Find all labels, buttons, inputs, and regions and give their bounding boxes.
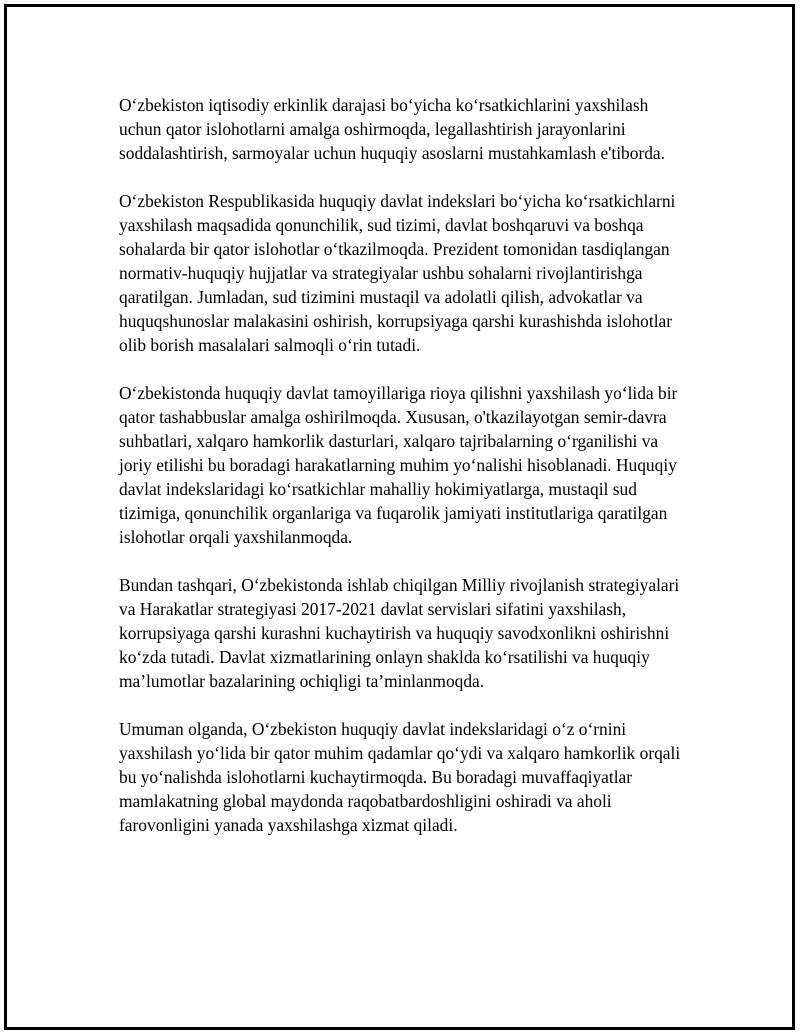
paragraph-4: Bundan tashqari, O‘zbekistonda ishlab chiqilgan Milliy rivojlanish strategiyalari va Harakatlar strategiyasi 2017-2021 davlat servislari sifatini yaxshilash, korrupsiyaga qarshi kurashni kuchaytirish va huquqiy savodxonlikni oshirishni ko‘zda tutadi. Davlat xizmatlarining onlayn shaklda ko‘rsatilishi va huquqiy ma’lumotlar bazalarining ochiqligi ta’minlanmoqda. <box>119 575 680 691</box>
paragraph-5: Umuman olganda, O‘zbekiston huquqiy davlat indekslaridagi o‘z o‘rnini yaxshilash yo‘lida bir qator muhim qadamlar qo‘ydi va xalqaro hamkorlik orqali bu yo‘nalishda islohotlarni kuchaytirmoqda. Bu boradagi muvaffaqiyatlar mamlakatning global maydonda raqobatbardoshligini oshiradi va aholi farovonligini yanada yaxshilashga xizmat qiladi. <box>119 719 681 835</box>
document-body <box>119 93 689 861</box>
paragraph-2: O‘zbekiston Respublikasida huquqiy davlat indekslari bo‘yicha ko‘rsatkichlarni yaxshilash maqsadida qonunchilik, sud tizimi, davlat boshqaruvi va boshqa sohalarda bir qator islohotlar o‘tkazilmoqda. Prezident tomonidan tasdiqlangan normativ-huquqiy hujjatlar va strategiyalar ushbu sohalarni rivojlantirishga qaratilgan. Jumladan, sud tizimini mustaqil va adolatli qilish, advokatlar va huquqshunoslar malakasini oshirish, korrupsiyaga qarshi kurashishda islohotlar olib borish masalalari salmoqli o‘rin tutadi. <box>119 191 676 355</box>
paragraph-1: O‘zbekiston iqtisodiy erkinlik darajasi bo‘yicha ko‘rsatkichlarini yaxshilash uchun qator islohotlarni amalga oshirmoqda, legallashtirish jarayonlarini soddalashtirish, sarmoyalar uchun huquqiy asoslarni mustahkamlash e'tiborda. <box>119 95 665 163</box>
paragraph-3: O‘zbekistonda huquqiy davlat tamoyillariga rioya qilishni yaxshilash yo‘lida bir qator tashabbuslar amalga oshirilmoqda. Xususan, o'tkazilayotgan semir-davra suhbatlari, xalqaro hamkorlik dasturlari, xalqaro tajribalarning o‘rganilishi va joriy etilishi bu boradagi harakatlarning muhim yo‘nalishi hisoblanadi. Huquqiy davlat indekslaridagi ko‘rsatkichlar mahalliy hokimiyatlarga, mustaqil sud tizimiga, qonunchilik organlariga va fuqarolik jamiyati institutlariga qaratilgan islohotlar orqali yaxshilanmoqda. <box>119 383 678 547</box>
